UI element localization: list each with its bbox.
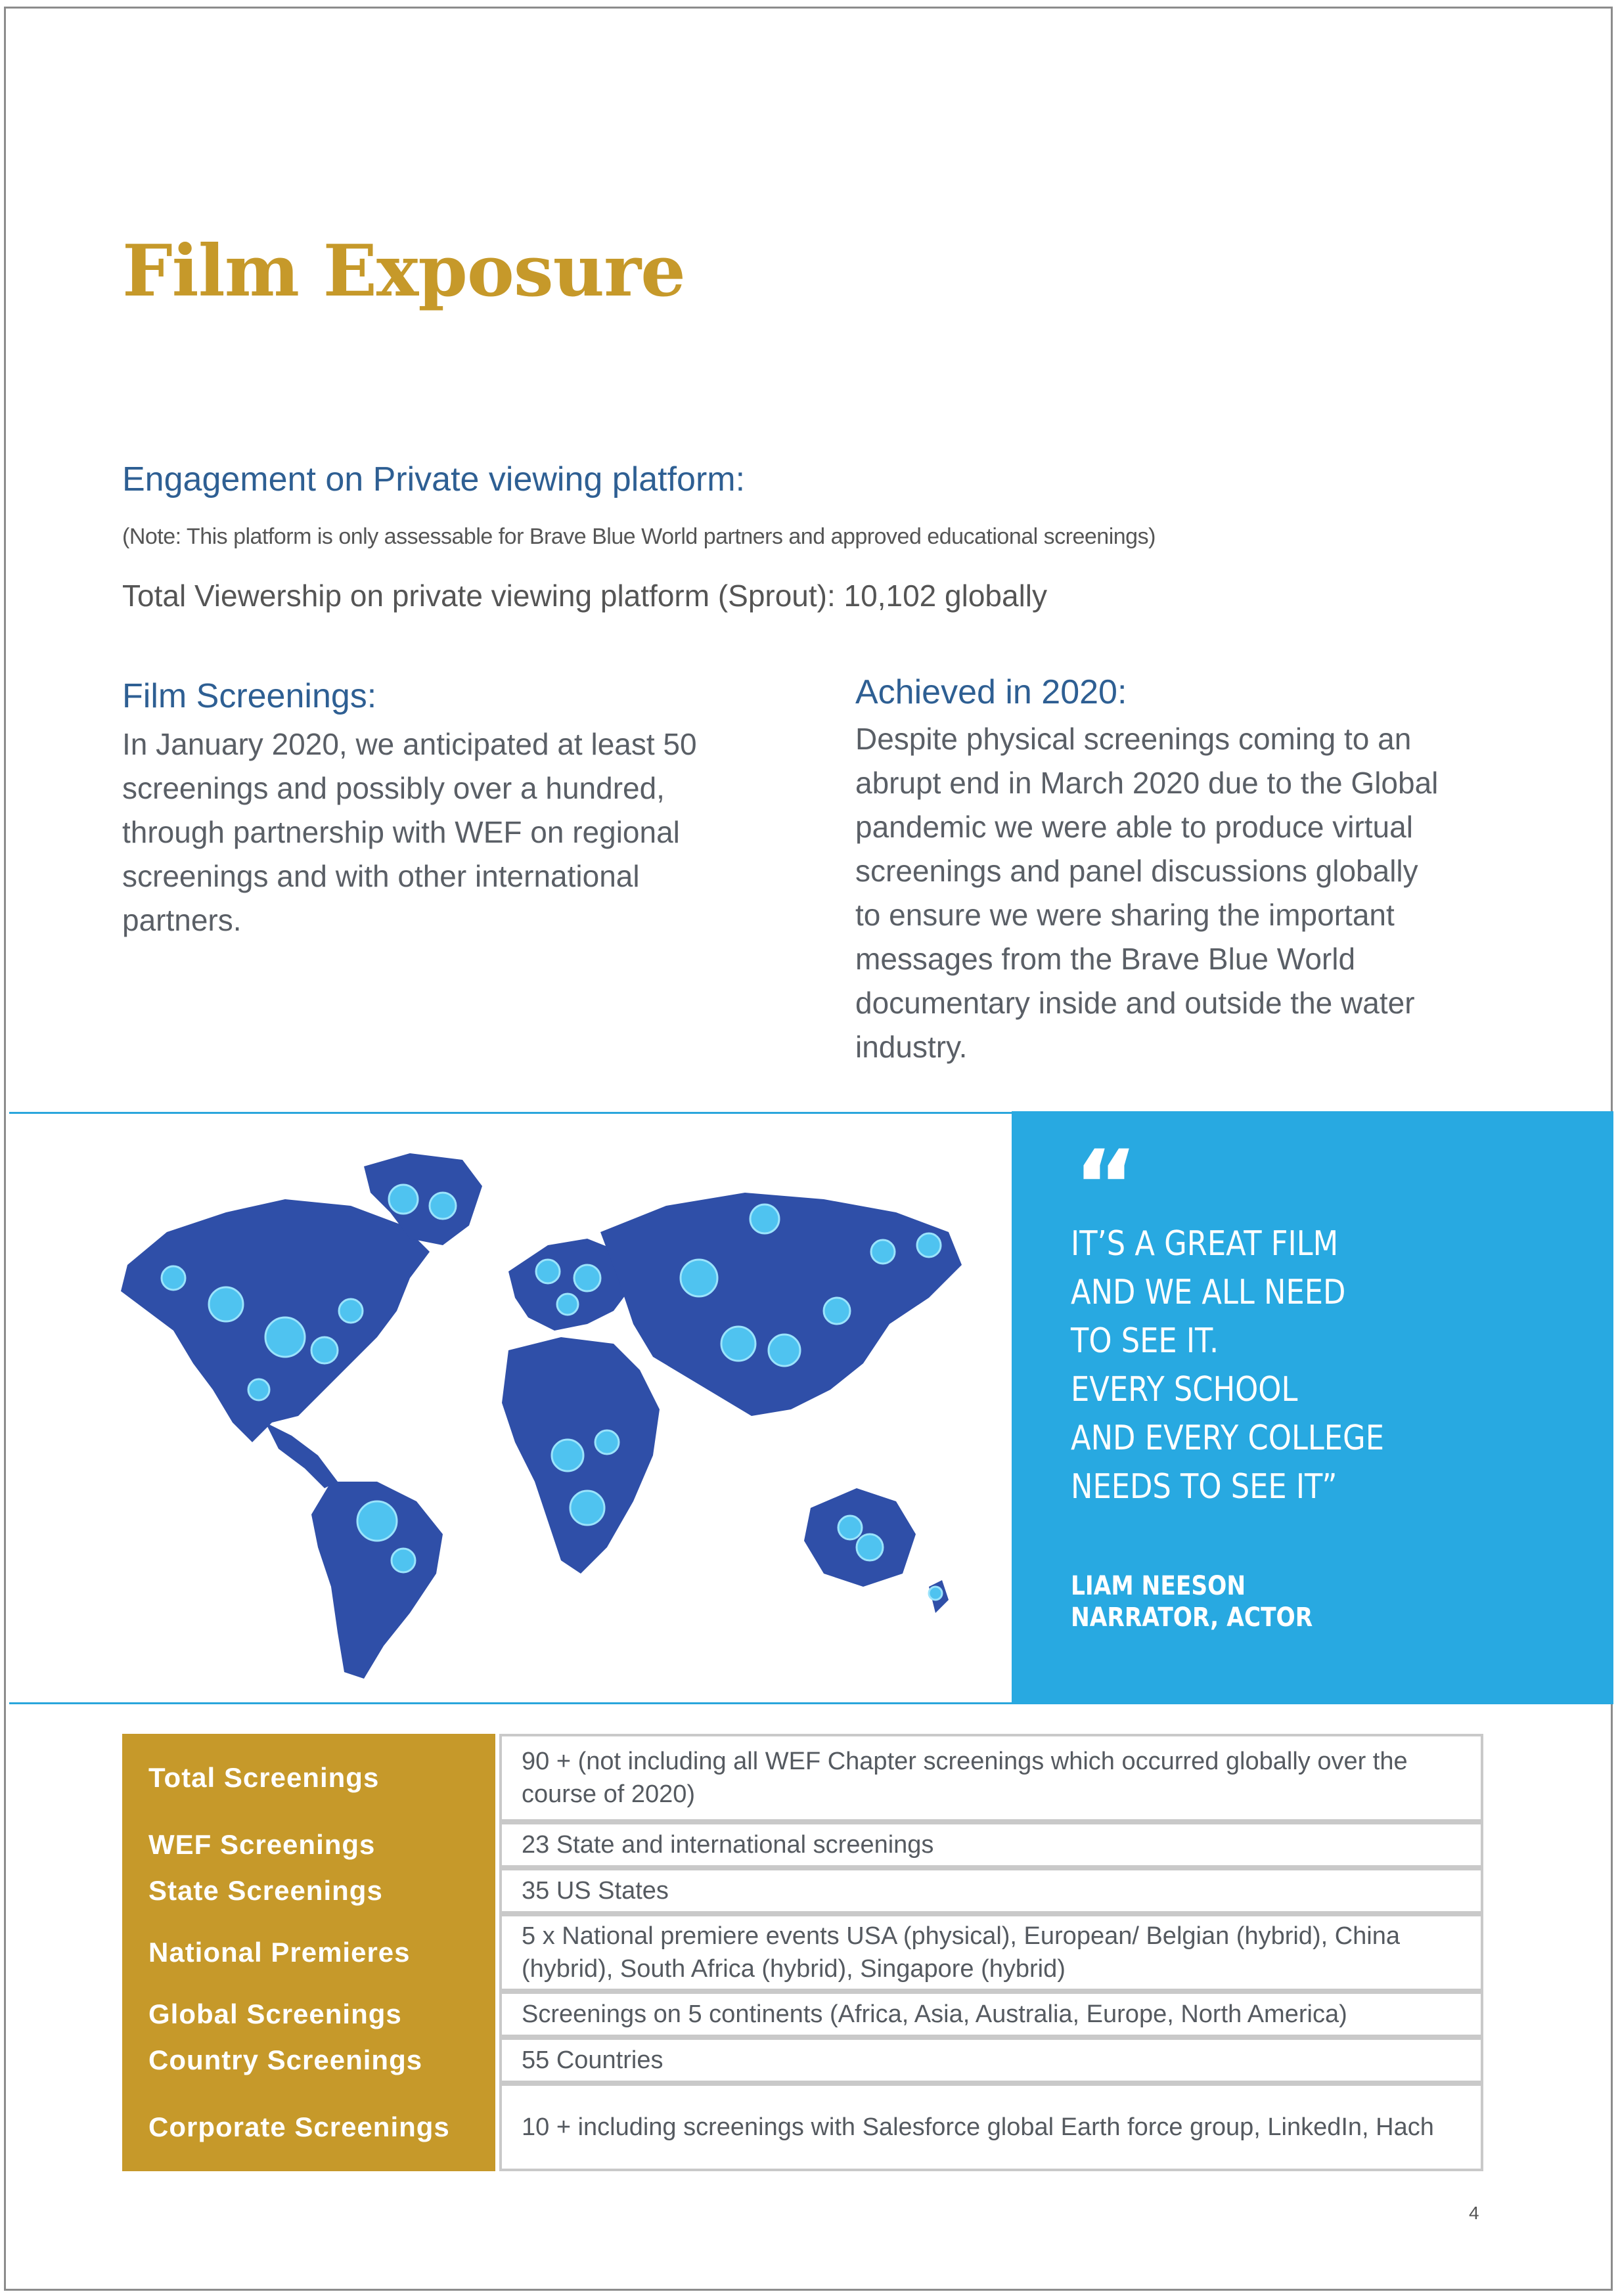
row-value: 55 Countries: [499, 2037, 1483, 2083]
row-value: 5 x National premiere events USA (physical), European/ Belgian (hybrid), China (hybrid), South Africa (hybrid), Singapore (hybrid): [499, 1914, 1483, 1991]
achieved-paragraph: [855, 717, 1512, 1069]
map-pin-icon: [248, 1379, 269, 1400]
quote-line: TO SEE IT.: [1071, 1321, 1219, 1361]
paragraph-line: documentary inside and outside the water: [855, 986, 1415, 1020]
quote-line: IT’S A GREAT FILM: [1071, 1224, 1339, 1264]
quote-panel: [1012, 1111, 1613, 1704]
paragraph-line: In January 2020, we anticipated at least 50: [122, 727, 697, 761]
map-pin-icon: [929, 1587, 942, 1600]
quote-line: EVERY SCHOOL: [1071, 1370, 1298, 1409]
screenings-heading: Film Screenings:: [122, 677, 377, 715]
row-label: State Screenings: [122, 1868, 495, 1914]
page-number: 4: [1469, 2203, 1479, 2223]
map-pin-icon: [209, 1287, 243, 1321]
paragraph-line: industry.: [855, 1030, 968, 1064]
map-pin-icon: [430, 1193, 456, 1219]
map-pin-icon: [557, 1294, 578, 1315]
map-pin-icon: [339, 1299, 363, 1323]
map-pin-icon: [595, 1430, 619, 1454]
engagement-note: (Note: This platform is only assessable for Brave Blue World partners and approved educational screenings): [122, 524, 1156, 549]
map-pin-icon: [536, 1260, 560, 1283]
map-pin-icon: [311, 1337, 338, 1363]
paragraph-line: partners.: [122, 903, 242, 937]
screenings-paragraph: [122, 722, 845, 942]
table-row: [122, 1914, 1483, 1991]
quote-line: NEEDS TO SEE IT”: [1071, 1467, 1337, 1507]
map-pin-icon: [357, 1501, 397, 1541]
continents: [121, 1153, 962, 1679]
row-value: 23 State and international screenings: [499, 1822, 1483, 1868]
map-pin-icon: [769, 1335, 800, 1366]
row-value: 35 US States: [499, 1868, 1483, 1914]
table-row: [122, 1868, 1483, 1914]
quote-line: AND EVERY COLLEGE: [1071, 1419, 1384, 1458]
table-row: [122, 2083, 1483, 2171]
map-pin-icon: [389, 1185, 418, 1214]
paragraph-line: through partnership with WEF on regional: [122, 815, 680, 849]
map-pin-icon: [570, 1491, 604, 1525]
map-pin-icon: [552, 1440, 583, 1471]
quote-line: AND WE ALL NEED: [1071, 1273, 1346, 1312]
table-row: [122, 1822, 1483, 1868]
row-value: 90 + (not including all WEF Chapter screenings which occurred globally over the course of 2020): [499, 1734, 1483, 1822]
quote-author: LIAM NEESON: [1071, 1571, 1246, 1601]
page-title: Film Exposure: [122, 230, 685, 313]
paragraph-line: to ensure we were sharing the important: [855, 898, 1395, 932]
map-pin-icon: [917, 1233, 941, 1257]
paragraph-line: screenings and panel discussions globally: [855, 854, 1418, 888]
engagement-heading: Engagement on Private viewing platform:: [122, 460, 746, 498]
row-label: Corporate Screenings: [122, 2083, 495, 2171]
map-pin-icon: [681, 1260, 717, 1296]
paragraph-line: abrupt end in March 2020 due to the Global: [855, 766, 1439, 800]
row-value: Screenings on 5 continents (Africa, Asia, Australia, Europe, North America): [499, 1991, 1483, 2037]
map-pin-icon: [721, 1327, 755, 1361]
world-map-graphic: [9, 1114, 1012, 1702]
achieved-heading: Achieved in 2020:: [855, 673, 1127, 711]
quote-mark: “: [1073, 1130, 1138, 1244]
map-pin-icon: [162, 1266, 185, 1290]
table-row: [122, 2037, 1483, 2083]
map-pin-icon: [750, 1204, 779, 1233]
map-pin-icon: [392, 1549, 415, 1572]
world-map: [9, 1114, 1012, 1702]
row-label: WEF Screenings: [122, 1822, 495, 1868]
row-label: Country Screenings: [122, 2037, 495, 2083]
paragraph-line: screenings and with other international: [122, 859, 640, 893]
map-pin-icon: [838, 1516, 862, 1539]
map-pin-icon: [574, 1265, 600, 1291]
paragraph-line: screenings and possibly over a hundred,: [122, 771, 665, 805]
table-row: [122, 1991, 1483, 2037]
map-pin-icon: [857, 1534, 883, 1560]
paragraph-line: messages from the Brave Blue World: [855, 942, 1356, 976]
paragraph-line: Despite physical screenings coming to an: [855, 722, 1412, 756]
paragraph-line: pandemic we were able to produce virtual: [855, 810, 1413, 844]
row-label: Global Screenings: [122, 1991, 495, 2037]
quote-author-role: NARRATOR, ACTOR: [1071, 1602, 1313, 1633]
row-label: Total Screenings: [122, 1734, 495, 1822]
row-label: National Premieres: [122, 1914, 495, 1991]
map-pin-icon: [265, 1317, 305, 1357]
row-value: 10 + including screenings with Salesforce global Earth force group, LinkedIn, Hach: [499, 2083, 1483, 2171]
map-pin-icon: [824, 1298, 850, 1324]
table-row: [122, 1734, 1483, 1822]
viewership-text: Total Viewership on private viewing platform (Sprout): 10,102 globally: [122, 579, 1048, 613]
map-pin-icon: [871, 1240, 895, 1264]
